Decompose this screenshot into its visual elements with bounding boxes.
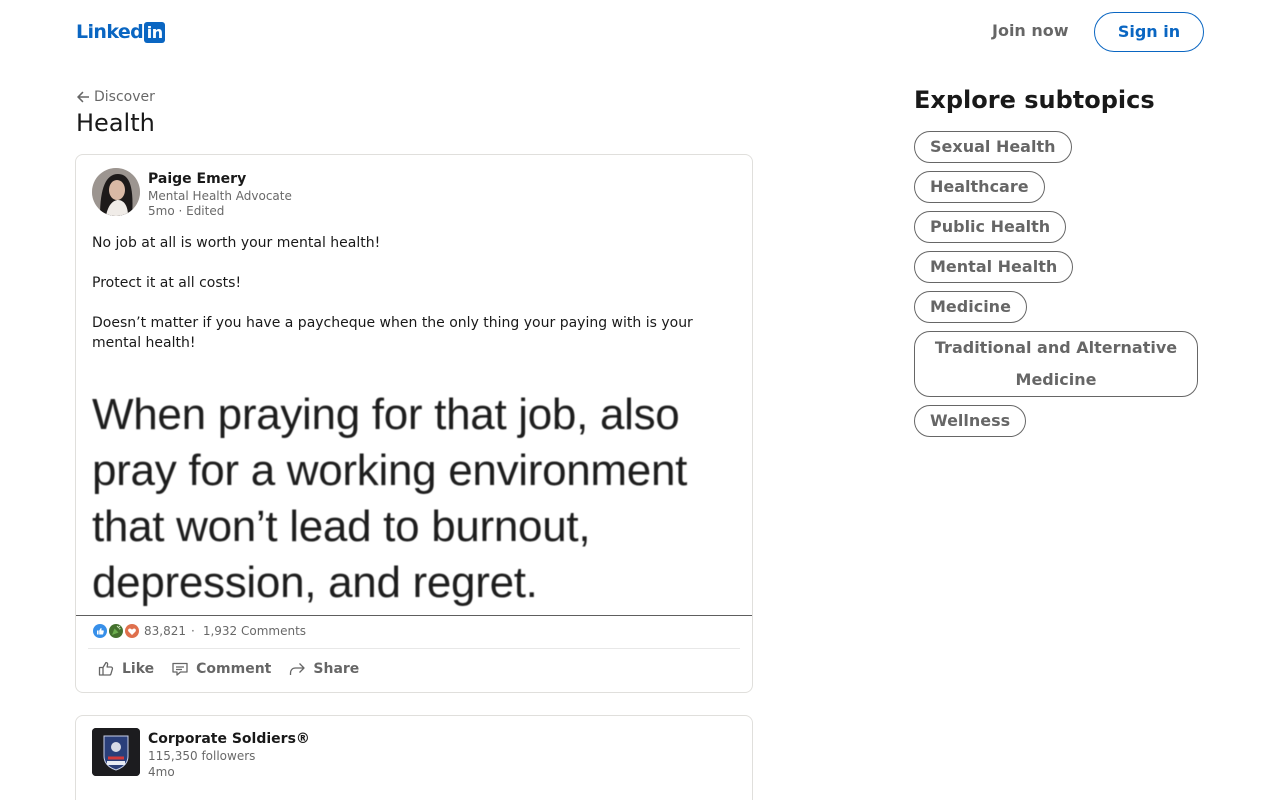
post-body xyxy=(92,233,732,353)
top-nav xyxy=(0,0,1280,64)
subtopic-pill[interactable]: Mental Health xyxy=(914,251,1073,283)
join-now-button[interactable]: Join now xyxy=(992,21,1069,40)
post-image[interactable] xyxy=(76,381,752,616)
post-actions xyxy=(88,653,367,685)
feed-post-card xyxy=(75,715,753,800)
post-paragraph: Doesn’t matter if you have a paycheque when the only thing your paying with is your mental health! xyxy=(92,315,693,351)
reaction-count[interactable]: 83,821 xyxy=(144,624,186,638)
count-separator: · xyxy=(191,624,195,638)
share-label: Share xyxy=(313,661,360,677)
reactions-summary xyxy=(92,623,140,639)
like-button[interactable] xyxy=(88,653,162,685)
feed-post-card xyxy=(75,154,753,693)
logo-box: in xyxy=(144,22,165,43)
like-label: Like xyxy=(122,661,155,677)
sign-in-button[interactable]: Sign in xyxy=(1094,12,1204,52)
post-timestamp: 4mo xyxy=(148,765,175,779)
subtopics-list xyxy=(914,131,1214,445)
comment-button[interactable] xyxy=(162,653,279,685)
comment-label: Comment xyxy=(196,661,272,677)
comment-count[interactable]: 1,932 Comments xyxy=(202,624,307,638)
post-timestamp: 5mo · Edited xyxy=(148,204,225,218)
arrow-left-icon xyxy=(76,90,90,104)
author-headline: Mental Health Advocate xyxy=(148,189,292,203)
subtopic-pill[interactable]: Sexual Health xyxy=(914,131,1072,163)
love-reaction-icon xyxy=(124,623,140,639)
discover-back-link[interactable] xyxy=(76,88,155,106)
comment-icon xyxy=(170,659,190,679)
share-icon xyxy=(287,659,307,679)
subtopic-pill[interactable]: Traditional and Alternative Medicine xyxy=(914,331,1198,397)
author-name[interactable]: Paige Emery xyxy=(148,171,247,187)
explore-subtopics-title: Explore subtopics xyxy=(914,86,1155,114)
company-name[interactable]: Corporate Soldiers® xyxy=(148,731,310,747)
like-reaction-icon xyxy=(92,623,108,639)
company-followers: 115,350 followers xyxy=(148,749,256,763)
subtopic-pill[interactable]: Healthcare xyxy=(914,171,1045,203)
post-paragraph: No job at all is worth your mental health! xyxy=(92,235,381,251)
linkedin-logo[interactable] xyxy=(76,22,165,43)
page-title: Health xyxy=(76,109,155,137)
subtopic-pill[interactable]: Public Health xyxy=(914,211,1066,243)
divider xyxy=(88,648,740,649)
post-image-quote: When praying for that job, also pray for a working environment that won’t lead to burnout, depression, and regret. xyxy=(92,390,688,607)
author-avatar[interactable] xyxy=(92,168,140,216)
subtopic-pill[interactable]: Wellness xyxy=(914,405,1026,437)
company-logo[interactable] xyxy=(92,728,140,776)
share-button[interactable] xyxy=(279,653,367,685)
subtopic-pill[interactable]: Medicine xyxy=(914,291,1027,323)
logo-wordmark: Linked xyxy=(76,21,144,43)
social-counts[interactable] xyxy=(92,622,306,640)
celebrate-reaction-icon xyxy=(108,623,124,639)
discover-label: Discover xyxy=(94,89,155,105)
thumbs-up-icon xyxy=(96,659,116,679)
post-paragraph: Protect it at all costs! xyxy=(92,275,242,291)
